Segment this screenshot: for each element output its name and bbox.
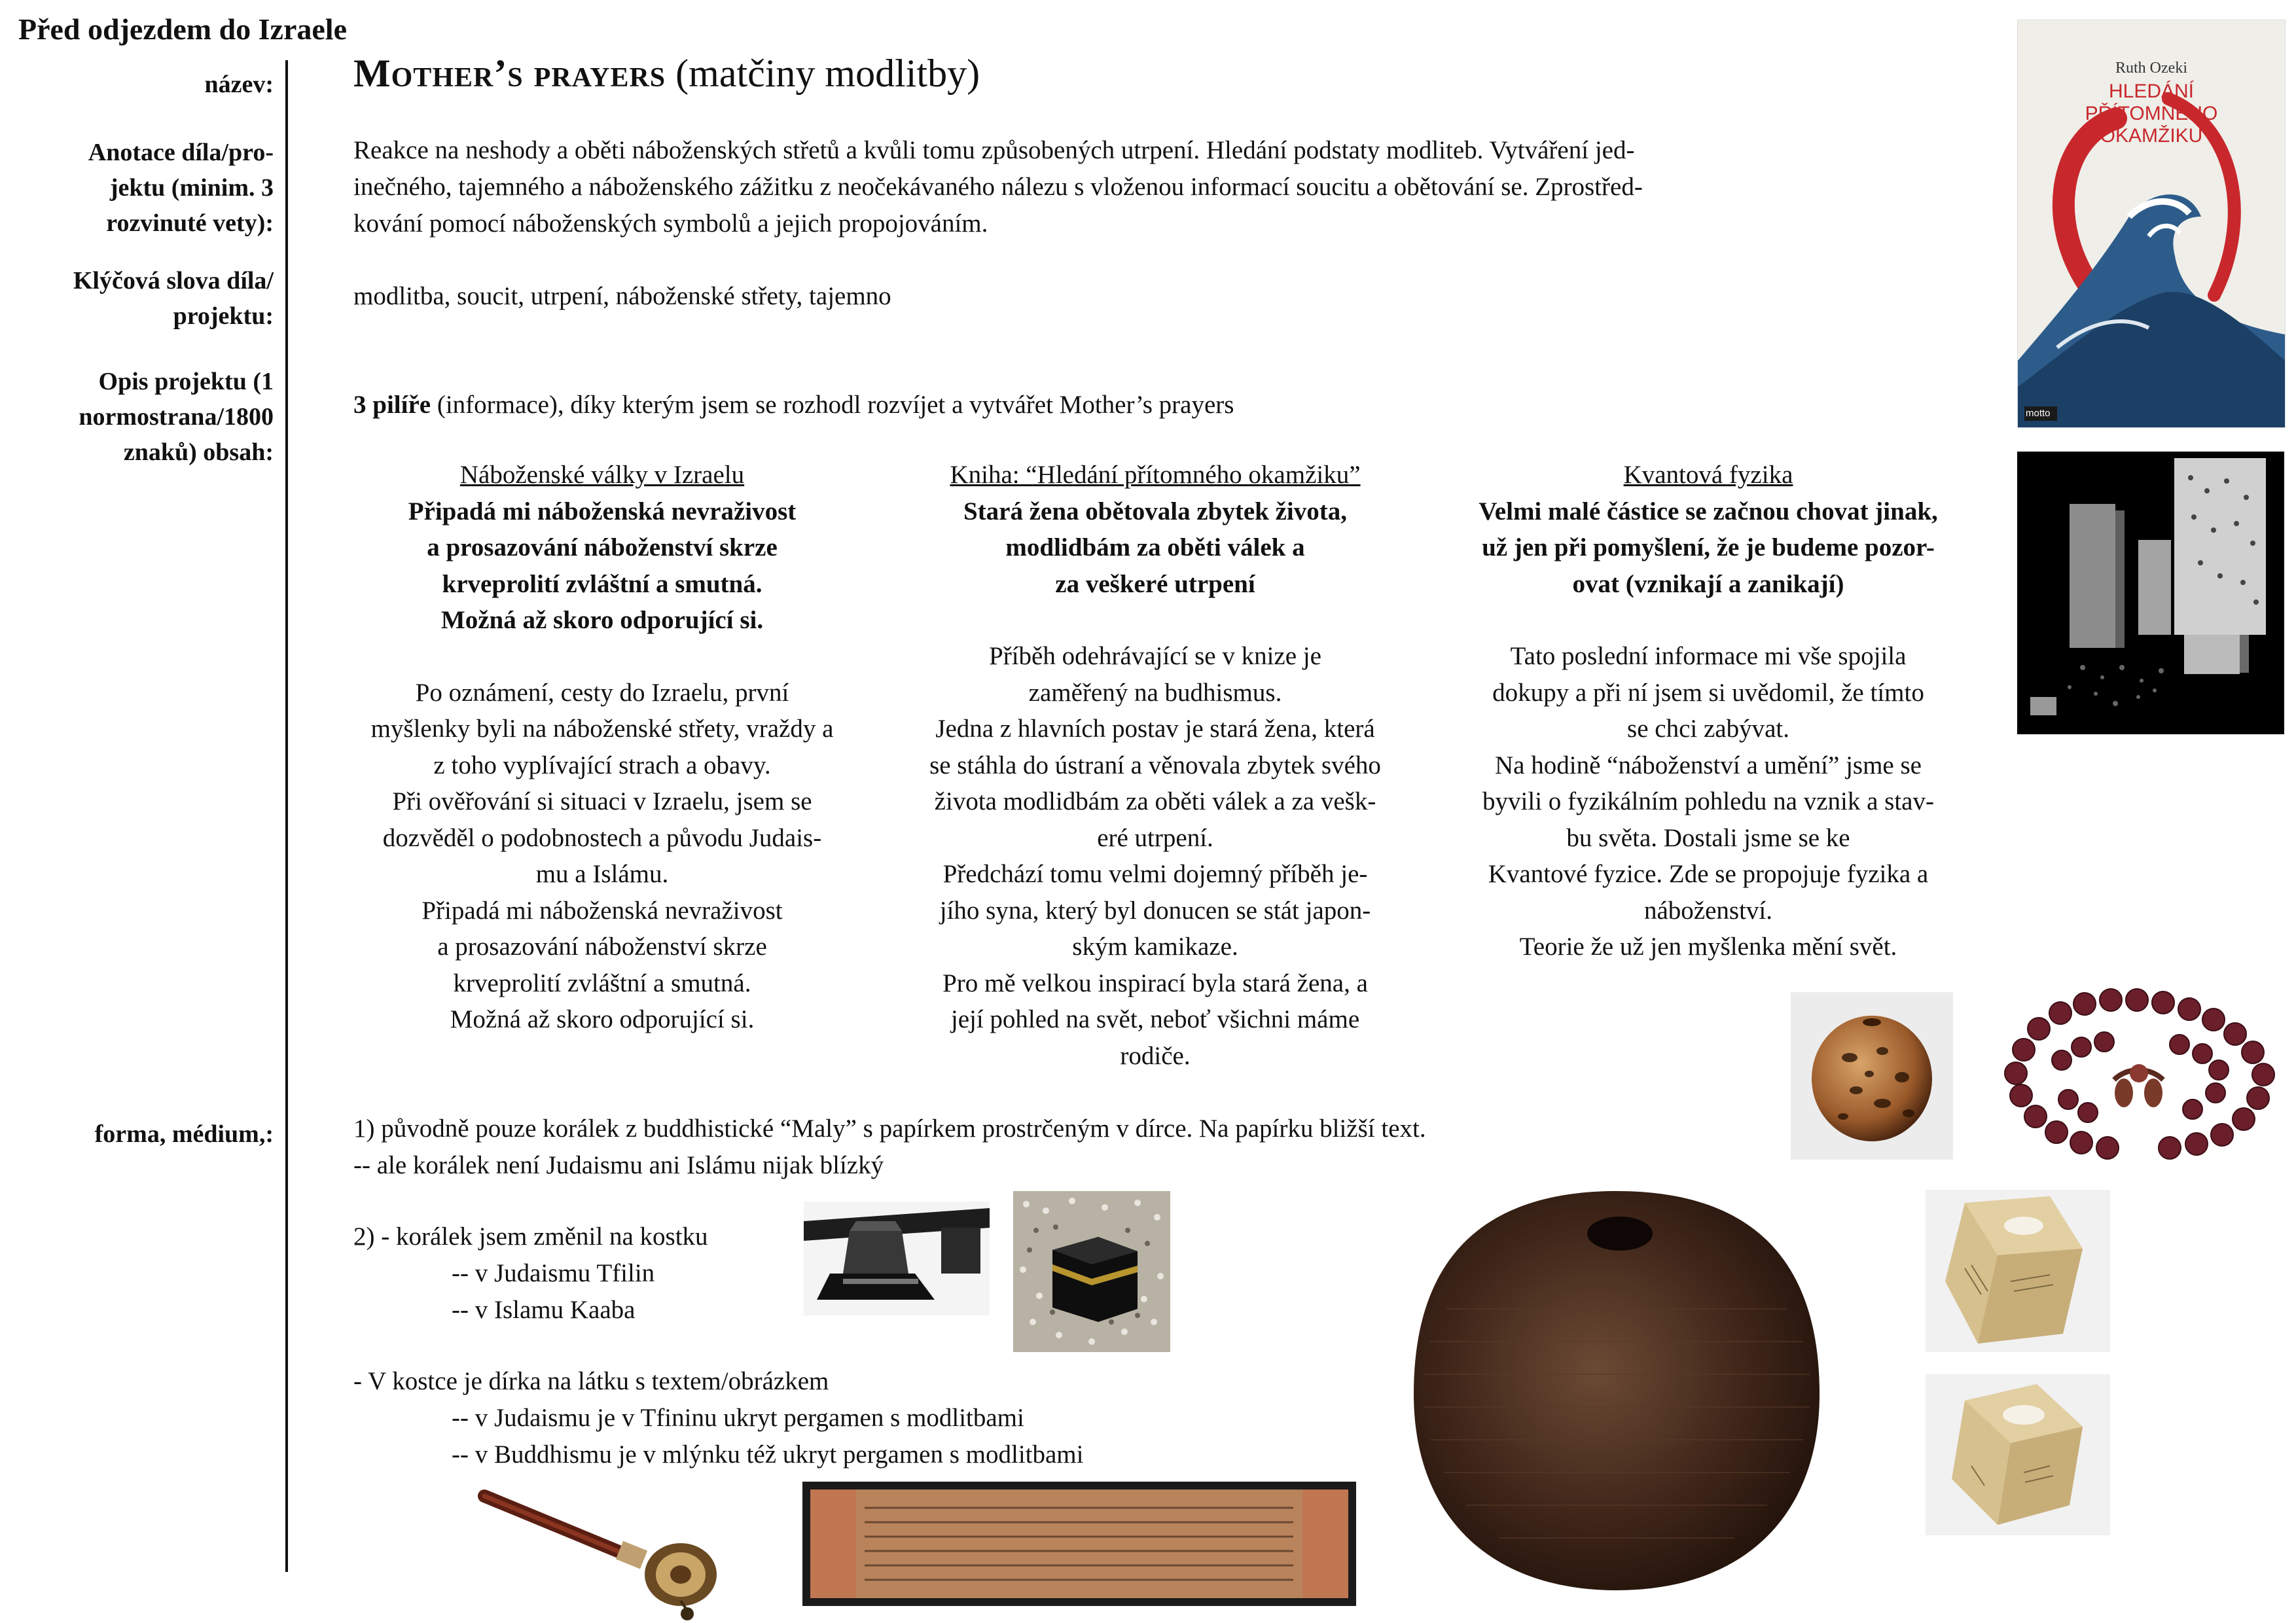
column-body-line: Možná až skoro odporující si. (450, 1005, 755, 1033)
form-line: - V kostce je dírka na látku s textem/obrázkem (353, 1367, 829, 1395)
label-annotation (18, 135, 274, 241)
label-keywords (18, 263, 274, 334)
book-title-line: PŘÍTOMNÉHO (2085, 103, 2218, 124)
book-publisher: motto (2026, 408, 2051, 419)
document-title: Před odjezdem do Izraele (18, 12, 348, 46)
form-line: -- v Buddhismu je v mlýnku též ukryt pergamen s modlitbami (452, 1440, 1084, 1469)
label-keywords-line: Klýčová slova díla/ (73, 267, 274, 294)
project-title-main: Mother’s prayers (353, 52, 666, 95)
vertical-divider (285, 60, 288, 1572)
column-body-line: ským kamikaze. (1072, 933, 1238, 961)
column-heading: Kniha: “Hledání přítomného okamžiku” (950, 461, 1361, 489)
column-heading: Náboženské války v Izraelu (459, 461, 745, 489)
label-form: forma, médium,: (94, 1120, 274, 1148)
tefillin-image (804, 1202, 990, 1315)
column-body-line: se stáhla do ústraní a věnovala zbytek svého (929, 751, 1381, 779)
column-body-line: života modlidbám za oběti válek a za vešk- (934, 787, 1376, 815)
column-body-line: Předchází tomu velmi dojemný příběh je- (942, 860, 1368, 888)
column-body-line: bu světa. Dostali jsme se ke (1566, 823, 1850, 852)
column-bold-line: modlidbám za oběti válek a (1005, 533, 1305, 562)
form-line: -- v Judaismu je v Tfininu ukryt pergamen s modlitbami (452, 1404, 1024, 1432)
column-body-line: myšlenky byli na náboženské střety, vraždy a (370, 715, 834, 743)
quantum-render-image (2017, 452, 2284, 734)
column-body-line: a prosazování náboženství skrze (437, 933, 767, 961)
annotation-line: Reakce na neshody a oběti náboženských střetů a kvůli tomu způsobených utrpení. Hledání podstaty modliteb. Vytváření jed- (353, 136, 1635, 164)
label-annotation-line: rozvinuté vety): (106, 209, 274, 237)
column-body-line: byvili o fyzikálním pohledu na vznik a stav- (1482, 787, 1934, 815)
column-heading: Kvantová fyzika (1623, 461, 1793, 489)
form-line: 1) původně pouze korálek z buddhistické “Maly” s papírkem prostrčeným v dírce. Na papírku bližší text. (353, 1115, 1426, 1143)
mala-image (1990, 982, 2287, 1165)
pillars-rest: (informace), díky kterým jsem se rozhodl rozvíjet a vytvářet Mother’s prayers (431, 391, 1234, 419)
column-body-line: Připadá mi náboženská nevraživost (422, 896, 783, 925)
column-body-line: se chci zabývat. (1627, 715, 1789, 743)
annotation-text (353, 132, 1878, 242)
column-quantum (1433, 457, 1983, 965)
column-body-line: rodiče. (1120, 1041, 1191, 1070)
manuscript-image (802, 1482, 1356, 1606)
book-title (2018, 80, 2285, 147)
column-body-line: dokupy a při ní jsem si uvědomil, že tímto (1492, 678, 1924, 707)
column-bold-line: a prosazování náboženství skrze (427, 533, 778, 562)
label-description-line: znaků) obsah: (123, 438, 274, 466)
form-part-1 (353, 1111, 1662, 1184)
bead-image (1791, 992, 1953, 1160)
column-bold-line: Velmi malé částice se začnou chovat jinak, (1479, 497, 1938, 526)
column-body-line: Příběh odehrávající se v knize je (989, 642, 1321, 670)
label-name: název: (204, 71, 274, 98)
column-book (880, 457, 1430, 1074)
prayer-wheel-image (471, 1476, 746, 1623)
label-annotation-line: Anotace díla/pro- (88, 139, 274, 166)
carved-bead-render (1401, 1178, 1833, 1603)
column-body-line: mu a Islámu. (535, 860, 669, 888)
label-description-line: Opis projektu (1 (98, 368, 274, 395)
form-part-2 (353, 1219, 708, 1329)
project-title-subtitle: (matčiny modlitby) (666, 52, 980, 95)
form-line: -- v Judaismu Tfilin (452, 1259, 655, 1287)
column-body-line: Na hodině “náboženství a umění” jsme se (1495, 751, 1922, 779)
column-bold-line: ovat (vznikají a zanikají) (1572, 569, 1844, 598)
book-cover-image (2017, 20, 2286, 428)
book-title-line: HLEDÁNÍ (2108, 80, 2195, 102)
column-body-line: Kvantové fyzice. Zde se propojuje fyzika a (1488, 860, 1929, 888)
column-religious-wars (327, 457, 877, 1038)
form-line: -- ale korálek není Judaismu ani Islámu nijak blízký (353, 1151, 884, 1179)
column-body-line: eré utrpení. (1097, 823, 1213, 852)
column-body-line: zaměřený na budhismus. (1028, 678, 1282, 707)
column-body-line: Po oznámení, cesty do Izraelu, první (415, 678, 789, 707)
form-line: -- v Islamu Kaaba (452, 1296, 636, 1324)
pillars-bold: 3 pilíře (353, 391, 431, 419)
column-body-line: Pro mě velkou inspirací byla stará žena, a (942, 969, 1368, 997)
kaaba-image (1013, 1191, 1170, 1352)
column-bold-line: za veškeré utrpení (1055, 569, 1255, 598)
column-bold-line: Možná až skoro odporující si. (440, 606, 764, 634)
keywords-text: modlitba, soucit, utrpení, náboženské střety, tajemno (353, 282, 891, 310)
column-bold-line: krveprolití zvláštní a smutná. (442, 569, 762, 598)
book-author: Ruth Ozeki (2115, 60, 2187, 77)
label-annotation-line: jektu (minim. 3 (109, 174, 274, 202)
column-body-line: náboženství. (1643, 896, 1773, 925)
column-body-line: její pohled na svět, neboť všichni máme (950, 1005, 1360, 1033)
annotation-line: inečného, tajemného a náboženského zážitku z neočekávaného nálezu s vloženou informací soucitu a obětování se. Zprostřed- (353, 173, 1643, 201)
cube-render-2 (1926, 1374, 2110, 1535)
book-title-line: OKAMŽIKU (2100, 125, 2203, 147)
project-title (353, 51, 980, 96)
column-body-line: Jedna z hlavních postav je stará žena, která (935, 715, 1375, 743)
column-body-line: dozvěděl o podobnostech a původu Judais- (382, 823, 822, 852)
annotation-line: kování pomocí náboženských symbolů a jejich propojováním. (353, 209, 988, 238)
pillars-intro (353, 387, 1234, 423)
cube-render-1 (1926, 1190, 2110, 1352)
column-body-line: krveprolití zvláštní a smutná. (453, 969, 751, 997)
label-description-line: normostrana/1800 (79, 403, 274, 431)
column-body-line: Při ověřování si situaci v Izraelu, jsem se (392, 787, 812, 815)
label-keywords-line: projektu: (173, 302, 274, 330)
column-bold-line: už jen při pomyšlení, že je budeme pozor- (1482, 533, 1935, 562)
form-line: 2) - korálek jsem změnil na kostku (353, 1222, 708, 1251)
column-bold-line: Připadá mi náboženská nevraživost (408, 497, 797, 526)
column-body-line: Teorie že už jen myšlenka mění svět. (1519, 933, 1897, 961)
column-body-line: jího syna, který byl donucen se stát japon- (939, 896, 1371, 925)
form-part-3 (353, 1363, 1083, 1473)
column-body-line: z toho vyplívající strach a obavy. (433, 751, 771, 779)
column-body-line: Tato poslední informace mi vše spojila (1510, 642, 1907, 670)
label-description (18, 364, 274, 470)
column-bold-line: Stará žena obětovala zbytek života, (963, 497, 1347, 526)
